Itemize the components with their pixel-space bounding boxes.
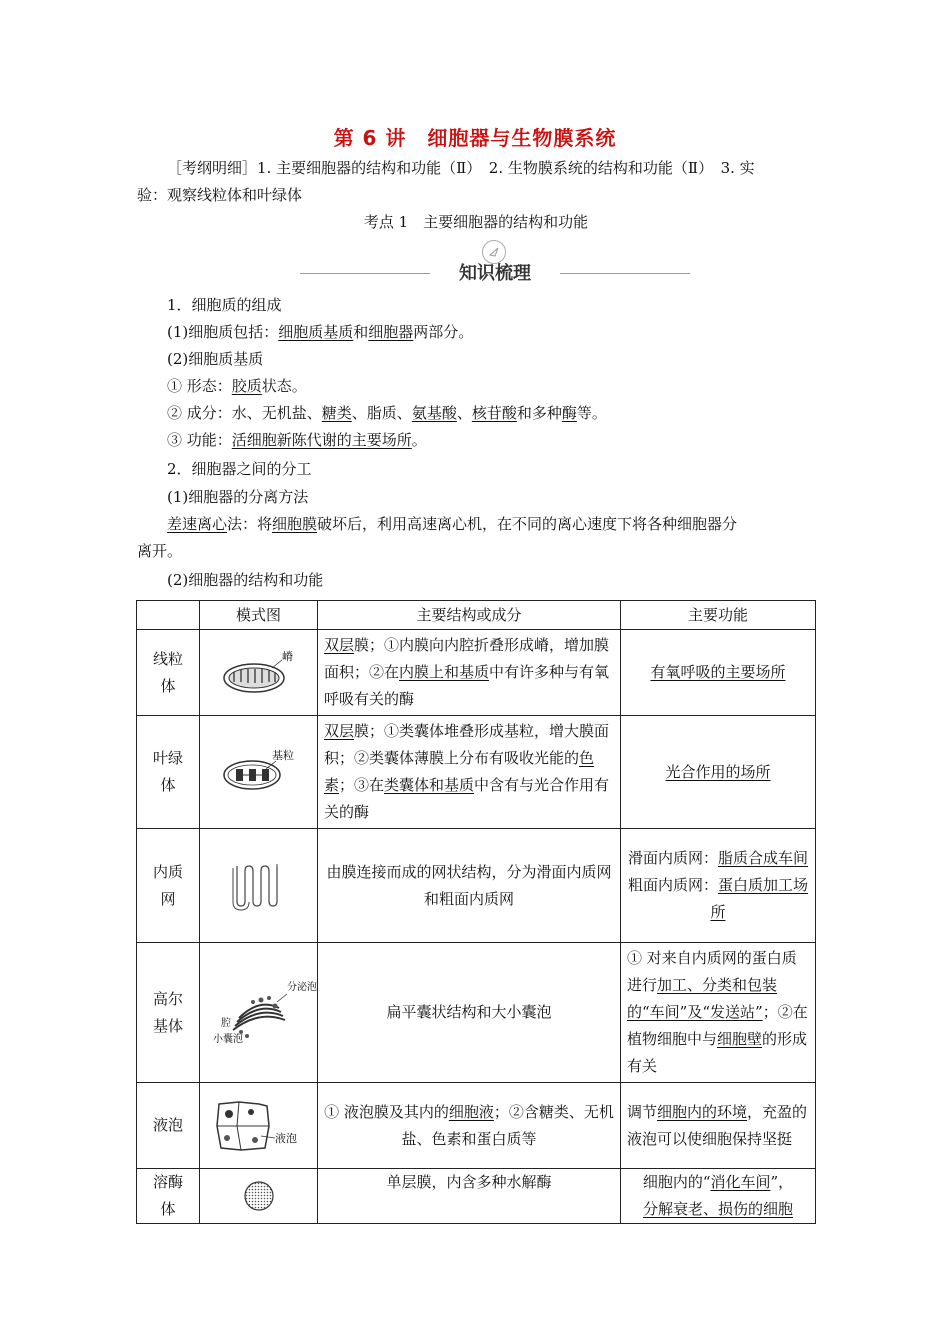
blank-answer: 细胞壁 (717, 1030, 763, 1048)
text: ；②在植物细胞中与 (627, 1003, 808, 1048)
header-cell (137, 601, 200, 630)
item-1-2: (2)细胞质基质 (167, 350, 264, 368)
table-row (137, 1083, 816, 1169)
organelle-name (137, 1083, 200, 1169)
text: ③ 功能： (167, 431, 232, 449)
section-heading-text: 知识梳理 (459, 263, 531, 284)
item-1: 1．细胞质的组成 (167, 296, 282, 314)
text: 调节 (627, 1102, 658, 1121)
structure-cell (318, 716, 621, 829)
text: 中含有与光合作用有关的酶 (324, 776, 610, 821)
blank-answer: 活细胞新陈代谢的主要场所 (231, 431, 412, 449)
structure-cell (318, 943, 621, 1083)
name-line: 体 (160, 776, 176, 794)
text: ① 形态： (167, 377, 232, 395)
name-line: 内质 (152, 862, 183, 881)
section-heading (300, 257, 690, 289)
blank-answer: 细胞液 (448, 1102, 494, 1121)
organelle-name (137, 1169, 200, 1224)
diagram-label: 分泌泡 (287, 981, 317, 993)
function-cell (621, 630, 816, 716)
text: ；②含糖类、无机盐、色素和蛋白质等 (401, 1102, 614, 1148)
name-line: 网 (160, 889, 176, 908)
text: 中有许多种与有氧呼吸有关的酶 (324, 663, 610, 708)
organelle-name (137, 630, 200, 716)
kaodian-heading: 考点 1 主要细胞器的结构和功能 (363, 213, 589, 231)
text: ② 成分：水、无机盐、 (167, 404, 322, 422)
item-2-2: (2)细胞器的结构和功能 (167, 571, 324, 589)
diagram-label: 基粒 (271, 749, 294, 762)
name-line: 液泡 (152, 1116, 183, 1134)
header-cell: 主要结构或成分 (318, 601, 621, 630)
text: ① 液泡膜及其内的 (324, 1102, 449, 1121)
text: 两部分。 (413, 323, 474, 341)
blank-answer: 糖类 (321, 404, 352, 422)
structure-cell (318, 829, 621, 943)
blank-answer: 酶 (561, 404, 577, 422)
blank-answer: 内膜上和基质 (399, 663, 490, 681)
table-row (137, 716, 816, 829)
header-cell: 模式图 (200, 601, 318, 630)
diagram-label: 嵴 (281, 649, 293, 663)
blank-answer: 差速离心 (167, 515, 228, 533)
item-1-1 (137, 319, 815, 346)
heading-rule-left (300, 273, 430, 274)
structure-cell (318, 1169, 621, 1224)
structure-cell (318, 1083, 621, 1169)
blank-answer: 消化车间 (710, 1173, 771, 1191)
blank-answer: 加工、分类和包装的“车间”及“发送站” (627, 976, 778, 1021)
text: 、脂质、 (351, 404, 412, 422)
blank-answer: 色素 (324, 749, 595, 794)
text: 滑面内质网： (627, 849, 718, 867)
diagram-label: 液泡 (275, 1131, 297, 1145)
text: 破坏后，利用高速离心机，在不同的离心速度下将各种细胞器分 (317, 515, 738, 533)
item-2: 2．细胞器之间的分工 (167, 460, 312, 478)
chloroplast-diagram (200, 716, 318, 829)
name-line: 线粒 (152, 649, 183, 668)
structure-cell (318, 630, 621, 716)
text: 。 (411, 431, 427, 449)
organelle-table (136, 600, 816, 1224)
text: 法：将 (227, 515, 273, 533)
text: ；③在 (339, 776, 385, 794)
outline-text: 1. 主要细胞器的结构和功能（Ⅱ） 2. 生物膜系统的结构和功能（Ⅱ） 3. 实 (257, 159, 755, 177)
organelle-name (137, 716, 200, 829)
text: ① 对来自内质网的蛋白质进行 (627, 949, 797, 994)
name-line: 体 (160, 1200, 176, 1218)
blank-answer: 胶质 (231, 377, 262, 395)
name-line: 叶绿 (152, 749, 183, 767)
function-cell (621, 1083, 816, 1169)
blank-answer: 分解衰老、损伤的细胞 (642, 1200, 793, 1218)
blank-answer: 双层 (324, 636, 355, 654)
mitochondrion-diagram (200, 630, 318, 716)
item-composition (137, 400, 815, 427)
blank-answer: 光合作用的场所 (665, 762, 771, 781)
text: 和多种 (516, 404, 562, 422)
diagram-label: 小囊泡 (213, 1033, 243, 1045)
header-cell: 主要功能 (621, 601, 816, 630)
function-cell (621, 829, 816, 943)
name-line: 高尔 (152, 989, 183, 1008)
text: 单层膜，内含多种水解酶 (386, 1173, 552, 1191)
table-row (137, 1169, 816, 1224)
blank-answer: 细胞器 (368, 323, 414, 341)
item-morphology (137, 373, 815, 400)
blank-answer: 氨基酸 (411, 404, 457, 422)
separation-method-cont: 离开。 (137, 542, 183, 560)
blank-answer: 核苷酸 (471, 404, 517, 422)
text: 的形成有关 (627, 1030, 808, 1075)
text: 由膜连接而成的网状结构，分为滑面内质网和粗面内质网 (326, 862, 612, 908)
function-cell (621, 716, 816, 829)
heading-rule-right (560, 273, 690, 274)
blank-answer: 蛋白质加工场所 (710, 876, 809, 921)
table-row (137, 943, 816, 1083)
item-function (137, 427, 815, 454)
function-cell (621, 943, 816, 1083)
blank-answer: 细胞膜 (272, 515, 318, 533)
item-2-1: (1)细胞器的分离方法 (167, 488, 309, 506)
blank-answer: 有氧呼吸的主要场所 (650, 663, 786, 681)
text: 细胞内的“ (642, 1173, 711, 1191)
text: ，充盈的液泡可以使细胞保持坚挺 (627, 1102, 808, 1148)
text: 和 (353, 323, 369, 341)
text: 等。 (576, 404, 607, 422)
golgi-diagram (200, 943, 318, 1083)
text: 、 (456, 404, 472, 422)
table-row (137, 630, 816, 716)
name-line: 体 (160, 676, 176, 695)
diagram-label: 腔 (221, 1017, 231, 1029)
outline-continued: 验：观察线粒体和叶绿体 (137, 186, 303, 204)
table-header-row (137, 601, 816, 630)
outline-label: ［考纲明细］ (167, 159, 258, 177)
text: 扁平囊状结构和大小囊泡 (386, 1003, 552, 1021)
page-title: 第 6 讲 细胞器与生物膜系统 (333, 126, 617, 150)
organelle-name (137, 943, 200, 1083)
text: 粗面内质网： (627, 876, 718, 894)
text: 膜；①内膜向内腔折叠形成嵴，增加膜面积；②在 (324, 636, 610, 681)
er-diagram (200, 829, 318, 943)
text: ”， (770, 1173, 794, 1191)
text: (1)细胞质包括： (167, 323, 279, 341)
blank-answer: 双层 (324, 722, 355, 740)
organelle-name (137, 829, 200, 943)
vacuole-diagram (200, 1083, 318, 1169)
name-line: 溶酶 (152, 1173, 183, 1191)
blank-answer: 脂质合成车间 (718, 849, 809, 867)
function-cell (621, 1169, 816, 1224)
name-line: 基体 (152, 1016, 183, 1035)
table-row (137, 829, 816, 943)
blank-answer: 类囊体和基质 (384, 776, 475, 794)
lysosome-diagram (200, 1169, 318, 1224)
text: 膜；①类囊体堆叠形成基粒，增大膜面积；②类囊体薄膜上分布有吸收光能的 (324, 722, 610, 767)
outline-paragraph (137, 155, 815, 182)
blank-answer: 细胞质基质 (278, 323, 354, 341)
blank-answer: 细胞内的环境 (657, 1102, 748, 1121)
separation-method (137, 511, 815, 538)
text: 状态。 (261, 377, 307, 395)
